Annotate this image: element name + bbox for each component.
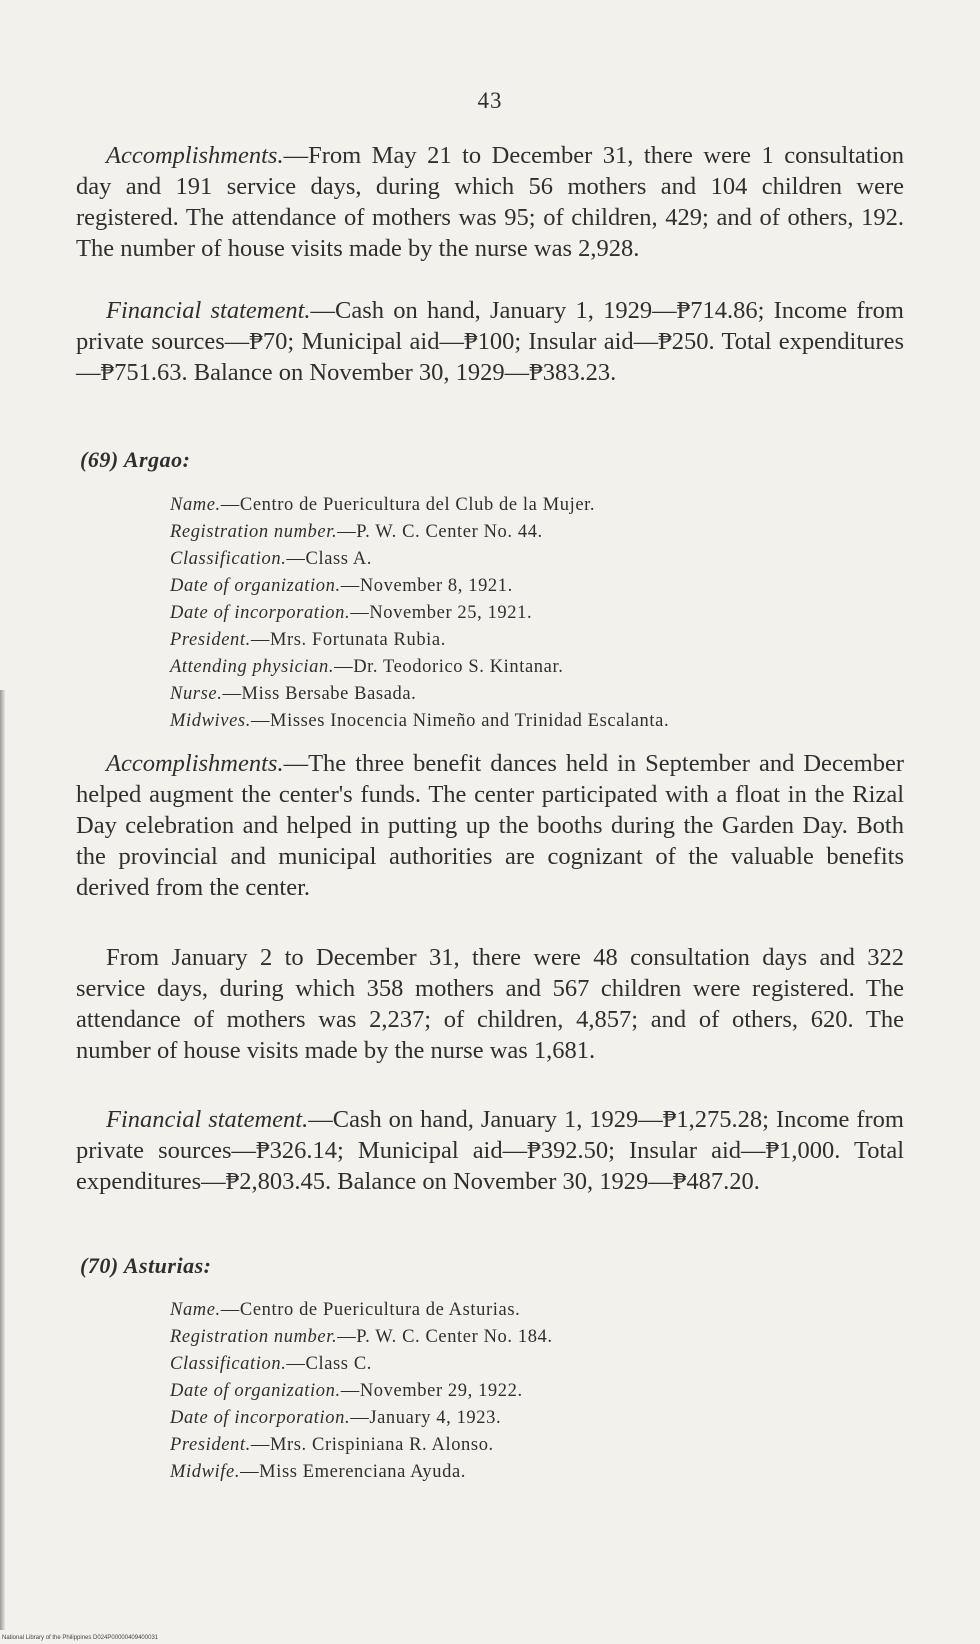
page-number: 43 (477, 88, 503, 113)
detail-item (170, 600, 910, 627)
detail-value: —Centro de Puericultura del Club de la Mujer. (220, 495, 596, 515)
detail-value: —Mrs. Fortunata Rubia. (250, 630, 446, 650)
detail-item (170, 546, 910, 573)
paragraph-lead: Accomplishments. (106, 750, 284, 777)
page-edge-shadow (0, 690, 5, 1630)
section-heading-argao: (69) Argao: (80, 447, 191, 472)
detail-item (170, 681, 910, 708)
detail-label: Attending physician. (170, 657, 335, 677)
detail-item (170, 1459, 910, 1486)
section-heading-asturias: (70) Asturias: (80, 1253, 212, 1278)
detail-value: —January 4, 1923. (350, 1408, 502, 1428)
detail-label: President. (170, 630, 251, 650)
detail-value: —November 25, 1921. (350, 603, 533, 623)
detail-label: Midwife. (170, 1462, 241, 1482)
paragraph-accomplishments-1 (76, 140, 904, 264)
detail-label: Midwives. (170, 711, 251, 731)
detail-item (170, 1405, 910, 1432)
detail-item (170, 1432, 910, 1459)
detail-label: Date of organization. (170, 1381, 341, 1401)
argao-details-list (170, 492, 910, 735)
detail-value: —Dr. Teodorico S. Kintanar. (334, 657, 564, 677)
detail-value: —P. W. C. Center No. 184. (337, 1327, 553, 1347)
detail-label: Date of incorporation. (170, 603, 351, 623)
library-footer-tag: National Library of the Philippines D024P00000409400031 (2, 1635, 159, 1641)
detail-value: —Misses Inocencia Nimeño and Trinidad Escalanta. (250, 711, 670, 731)
detail-value: —Miss Emerenciana Ayuda. (240, 1462, 466, 1482)
detail-item (170, 573, 910, 600)
detail-item (170, 1297, 910, 1324)
detail-value: —Miss Bersabe Basada. (222, 684, 417, 704)
asturias-details-list (170, 1297, 910, 1486)
detail-item (170, 492, 910, 519)
paragraph-financial-1 (76, 295, 904, 388)
detail-label: Date of organization. (170, 576, 341, 596)
detail-label: President. (170, 1435, 251, 1455)
detail-label: Name. (170, 495, 221, 515)
detail-label: Name. (170, 1300, 221, 1320)
detail-value: —P. W. C. Center No. 44. (337, 522, 543, 542)
detail-label: Registration number. (170, 522, 338, 542)
detail-item (170, 1351, 910, 1378)
detail-item (170, 1324, 910, 1351)
detail-label: Classification. (170, 549, 287, 569)
detail-value: —Centro de Puericultura de Asturias. (220, 1300, 521, 1320)
paragraph-text: From January 2 to December 31, there were 48 consultation days and 322 service days, during which 358 mothers and 567 children were registered. The attendance of mothers was 2,237; of children, 4,857; and of others, 620. The number of house visits made by the nurse was 1,681. (76, 944, 904, 1064)
detail-value: —Class A. (286, 549, 373, 569)
detail-value: —November 29, 1922. (340, 1381, 523, 1401)
detail-label: Classification. (170, 1354, 287, 1374)
detail-item (170, 627, 910, 654)
paragraph-attendance-2 (76, 942, 904, 1066)
detail-value: —Class C. (286, 1354, 373, 1374)
detail-value: —Mrs. Crispiniana R. Alonso. (250, 1435, 494, 1455)
detail-item (170, 1378, 910, 1405)
paragraph-text: —From May 21 to December 31, there were 1 consultation day and 191 service days, during which 56 mothers and 104 children were registered. The attendance of mothers was 95; of children, 429; and of others, 192. The number of house visits made by the nurse was 2,928. (76, 142, 904, 262)
detail-label: Nurse. (170, 684, 223, 704)
paragraph-accomplishments-2 (76, 748, 904, 903)
paragraph-lead: Financial statement. (106, 1106, 309, 1133)
paragraph-lead: Accomplishments. (106, 142, 284, 169)
detail-label: Registration number. (170, 1327, 338, 1347)
paragraph-lead: Financial statement. (106, 297, 311, 324)
detail-item (170, 519, 910, 546)
detail-item (170, 654, 910, 681)
detail-value: —November 8, 1921. (340, 576, 513, 596)
detail-item (170, 708, 910, 735)
detail-label: Date of incorporation. (170, 1408, 351, 1428)
paragraph-financial-2 (76, 1104, 904, 1197)
paragraph-text: —The three benefit dances held in September and December helped augment the center's funds. The center participated with a float in the Rizal Day celebration and helped in putting up the booths during the Garden Day. Both the provincial and municipal authorities are cognizant of the valuable benefits derived from the center. (76, 750, 904, 901)
paragraph-text: —Cash on hand, January 1, 1929—₱714.86; Income from private sources—₱70; Municipal aid—₱100; Insular aid—₱250. Total expenditures—₱751.63. Balance on November 30, 1929—₱383.23. (76, 297, 904, 386)
paragraph-text: —Cash on hand, January 1, 1929—₱1,275.28; Income from private sources—₱326.14; Municipal aid—₱392.50; Insular aid—₱1,000. Total expenditures—₱2,803.45. Balance on November 30, 1929—₱487.20. (76, 1106, 904, 1195)
